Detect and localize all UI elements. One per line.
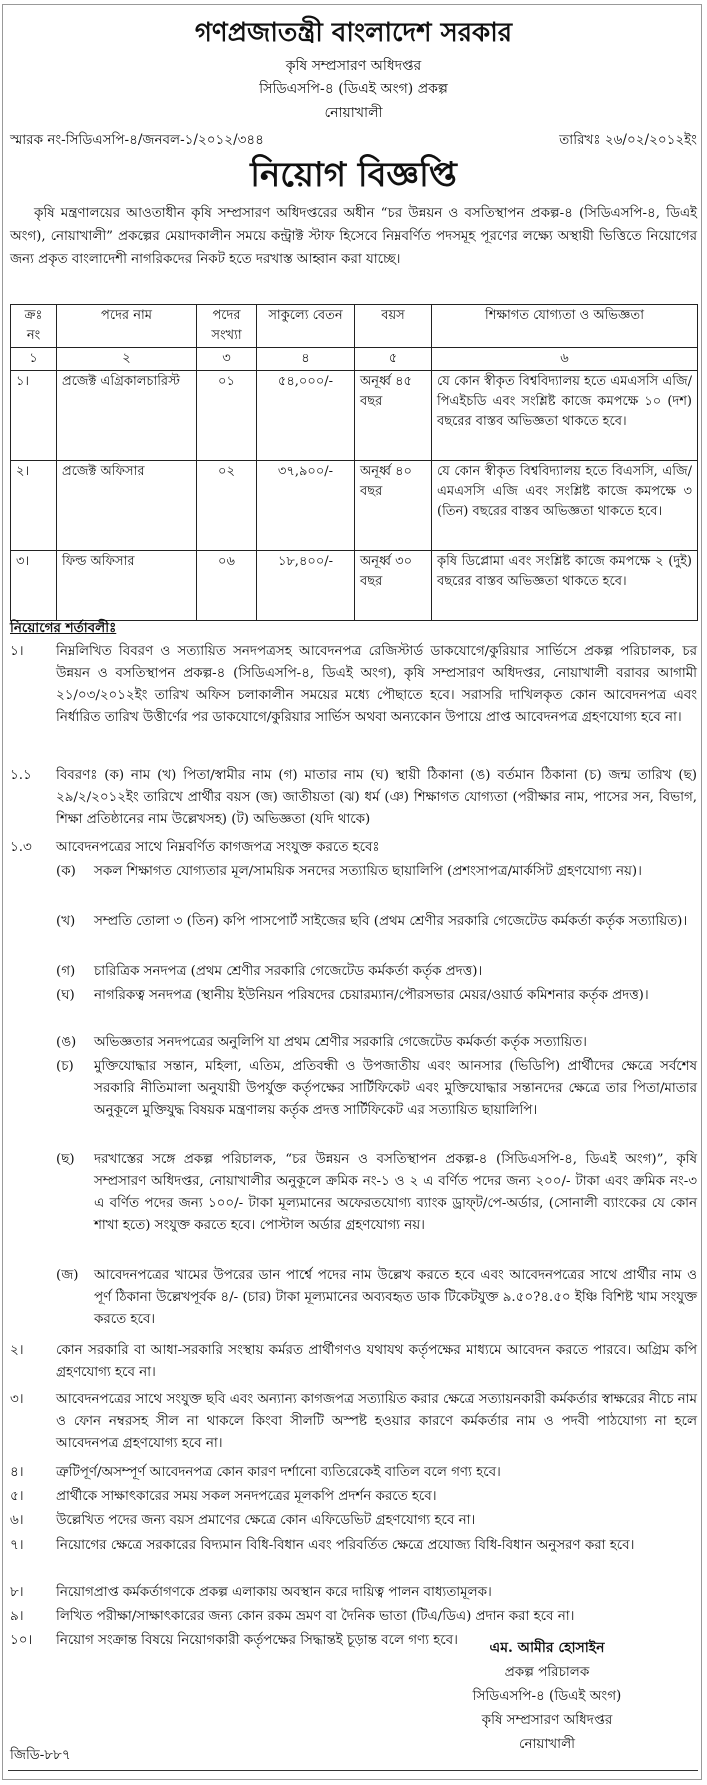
col-header-qualification: শিক্ষাগত যোগ্যতা ও অভিজ্ঞতা xyxy=(432,305,698,348)
notice-heading: নিয়োগ বিজ্ঞপ্তি xyxy=(250,155,457,195)
condition-item xyxy=(10,1389,697,1455)
condition-text: বিবরণঃ (ক) নাম (খ) পিতা/স্বামীর নাম (গ) মাতার নাম (ঘ) স্থায়ী ঠিকানা (ঙ) বর্তমান ঠিকানা (চ) জন্ম তারিখ (ছ) ২৯/২/২০১২ইং তারিখে প্রার্থীর বয়স (জ) জাতীয়তা (ঝ) ধর্ম (ঞ) শিক্ষাগত যোগ্যতা (পরীক্ষার নাম, পাসের সন, বিভাগ, শিক্ষা প্রতিষ্ঠানের নাম উল্লেখসহ) (ট) অভিজ্ঞতা (যদি থাকে) xyxy=(56,768,697,827)
document-item xyxy=(56,1056,697,1122)
document-text: অভিজ্ঞতার সনদপত্রের অনুলিপি যা প্রথম শ্রেণীর সরকারি গেজেটেড কর্মকর্তা কর্তৃক সত্যায়িত। xyxy=(94,1035,587,1050)
document-text: নাগরিকত্ব সনদপত্র (স্থানীয় ইউনিয়ন পরিষদের চেয়ারম্যান/পৌরসভার মেয়র/ওয়ার্ড কমিশনার কর্তৃক প্রদত্ত)। xyxy=(94,988,649,1003)
col-number: ৪ xyxy=(257,348,355,371)
document-item xyxy=(56,911,697,933)
posts-table xyxy=(10,304,697,621)
bottom-divider xyxy=(8,1770,698,1771)
document-text: সকল শিক্ষাগত যোগ্যতার মূল/সাময়িক সনদের সত্যায়িত ছায়ালিপি (প্রশংসাপত্র/মার্কসিট গ্রহণযোগ্য নয়)। xyxy=(94,864,642,879)
condition-item xyxy=(10,1582,697,1604)
condition-text: উল্লেখিত পদের জন্য বয়স প্রমাণের ক্ষেত্রে কোন এফিডেভিট গ্রহণযোগ্য হবে না। xyxy=(56,1513,476,1528)
document-item xyxy=(56,1149,697,1237)
condition-number: ১.৩ xyxy=(10,840,32,855)
document-label: (ঙ) xyxy=(56,1035,77,1050)
condition-number: ১। xyxy=(10,644,24,659)
signatory-department: কৃষি সম্প্রসারণ অধিদপ্তর xyxy=(481,1712,613,1728)
document-label: (ছ) xyxy=(56,1152,75,1167)
condition-item xyxy=(10,1535,697,1557)
document-item xyxy=(56,1032,697,1054)
notice-date: তারিখঃ ২৬/০২/২০১২ইং xyxy=(559,132,697,148)
document-text: চারিত্রিক সনদপত্র (প্রথম শ্রেণীর সরকারি গেজেটেড কর্মকর্তা কর্তৃক প্রদত্ত)। xyxy=(94,964,483,979)
cell-post: ফিল্ড অফিসার xyxy=(57,551,197,621)
col-number: ১ xyxy=(11,348,57,371)
cell-salary: ১৮,৪০০/- xyxy=(257,551,355,621)
document-text: আবেদনপত্রের খামের উপরের ডান পার্শ্বে পদের নাম উল্লেখ করতে হবে এবং আবেদনপত্রের সাথে প্রার্থীর নাম ও পূর্ণ ঠিকানা উল্লেখপূর্বক ৪/- (চার) টাকা মূল্যমানের অব্যবহৃত ডাক টিকেটযুক্ত ৯.৫০?৪.৫০ ইঞ্চি বিশিষ্ট খাম সংযুক্ত করতে হবে। xyxy=(94,1268,697,1327)
cell-post: প্রজেক্ট অফিসার xyxy=(57,461,197,551)
condition-item xyxy=(10,765,697,831)
cell-count: ০২ xyxy=(197,461,257,551)
table-row xyxy=(11,461,698,551)
column-number-row xyxy=(11,348,698,371)
cell-count: ০১ xyxy=(197,371,257,461)
table-row xyxy=(11,371,698,461)
condition-number: ৩। xyxy=(10,1392,24,1407)
signatory-name: এম. আমীর হোসাইন xyxy=(489,1640,605,1656)
document-label: (ঘ) xyxy=(56,988,75,1003)
conditions-title: নিয়োগের শর্তাবলীঃ xyxy=(10,620,117,636)
condition-item xyxy=(10,641,697,729)
cell-serial: ৩। xyxy=(11,551,57,621)
district-name: নোয়াখালী xyxy=(324,105,383,121)
signatory-title: প্রকল্প পরিচালক xyxy=(504,1664,590,1680)
document-text: মুক্তিযোদ্ধার সন্তান, মহিলা, এতিম, প্রতিবন্ধী ও উপজাতীয় এবং আনসার (ভিডিপি) প্রার্থীদের ক্ষেত্রে সর্বশেষ সরকারি নীতিমালা অনুযায়ী উপর্যুক্ত কর্তৃপক্ষের সার্টিফিকেট এবং মুক্তিযোদ্ধার সন্তানদের ক্ষেত্রে তার পিতা/মাতার অনুকূলে মুক্তিযুদ্ধ বিষয়ক মন্ত্রণালয় কর্তৃক প্রদত্ত সার্টিফিকেট এর সত্যায়িত ছায়ালিপি। xyxy=(94,1059,697,1118)
document-label: (জ) xyxy=(56,1268,79,1283)
cell-age: অনূর্ধ্ব ৩০ বছর xyxy=(355,551,432,621)
col-number: ৩ xyxy=(197,348,257,371)
condition-number: ১.১ xyxy=(10,768,32,783)
condition-text: কোন সরকারি বা আধা-সরকারি সংস্থায় কর্মরত প্রার্থীগণও যথাযথ কর্তৃপক্ষের মাধ্যমে আবেদন করতে পারবে। অগ্রিম কপি গ্রহণযোগ্য হবে না। xyxy=(56,1343,697,1380)
col-header-serial: ক্রঃ নং xyxy=(11,305,57,348)
condition-text: নিয়োগ সংক্রান্ত বিষয়ে নিয়োগকারী কর্তৃপক্ষের সিদ্ধান্তই চূড়ান্ত বলে গণ্য হবে। xyxy=(56,1633,458,1648)
document-text: সম্প্রতি তোলা ৩ (তিন) কপি পাসপোর্ট সাইজের ছবি (প্রথম শ্রেণীর সরকারি গেজেটেড কর্মকর্তা কর্তৃক সত্যায়িত)। xyxy=(94,914,688,929)
col-number: ৫ xyxy=(355,348,432,371)
intro-paragraph: কৃষি মন্ত্রণালয়ের আওতাধীন কৃষি সম্প্রসারণ অধিদপ্তরের অধীন “চর উন্নয়ন ও বসতিস্থাপন প্রকল্প-৪ (সিডিএসপি-৪, ডিএই অংগ), নোয়াখালী” প্রকল্পের মেয়াদকালীন সময়ে কন্ট্রাক্ট স্টাফ হিসেবে নিম্নবর্ণিত পদসমূহ পূরণের লক্ষ্যে অস্থায়ী ভিত্তিতে নিয়োগের জন্য প্রকৃত বাংলাদেশী নাগরিকদের নিকট হতে দরখাস্ত আহ্বান করা যাচ্ছে। xyxy=(10,206,697,267)
condition-text: আবেদনপত্রের সাথে নিম্নবর্ণিত কাগজপত্র সংযুক্ত করতে হবেঃ xyxy=(56,840,380,855)
condition-text: নিম্নলিখিত বিবরণ ও সত্যায়িত সনদপত্রসহ আবেদনপত্র রেজিস্টার্ড ডাকযোগে/কুরিয়ার সার্ভিসে প্রকল্প পরিচালক, চর উন্নয়ন ও বসতিস্থাপন প্রকল্প-৪ (সিডিএসপি-৪, ডিএই অংগ), কৃষি সম্প্রসারণ অধিদপ্তর, নোয়াখালী বরাবর আগামী ২১/০৩/২০১২ইং তারিখ অফিস চলাকালীন সময়ের মধ্যে পৌছাতে হবে। সরাসরি দাখিলকৃত কোন আবেদনপত্র এবং নির্ধারিত তারিখ উত্তীর্ণের পর ডাকযোগে/কুরিয়ার সার্ভিস অথবা অন্যকোন উপায়ে প্রাপ্ত আবেদনপত্র গ্রহণযোগ্য হবে না। xyxy=(56,644,697,725)
col-header-count: পদের সংখ্যা xyxy=(197,305,257,348)
condition-number: ১০। xyxy=(10,1633,33,1648)
col-number: ২ xyxy=(57,348,197,371)
condition-item xyxy=(10,1462,697,1484)
col-header-post: পদের নাম xyxy=(57,305,197,348)
project-name: সিডিএসপি-৪ (ডিএই অংগ) প্রকল্প xyxy=(259,81,448,97)
condition-number: ৮। xyxy=(10,1585,24,1600)
col-number: ৬ xyxy=(432,348,698,371)
document-item xyxy=(56,1265,697,1331)
col-header-salary: সাকুল্যে বেতন xyxy=(257,305,355,348)
cell-qualification: যে কোন স্বীকৃত বিশ্ববিদ্যালয় হতে বিএসসি, এজি/এমএসসি এজি এবং সংশ্লিষ্ট কাজে কমপক্ষে ৩ (তিন) বছরের বাস্তব অভিজ্ঞতা থাকতে হবে। xyxy=(432,461,698,551)
cell-qualification: কৃষি ডিপ্লোমা এবং সংশ্লিষ্ট কাজে কমপক্ষে ২ (দুই) বছরের বাস্তব অভিজ্ঞতা থাকতে হবে। xyxy=(432,551,698,621)
memo-number: স্মারক নং-সিডিএসপি-৪/জনবল-১/২০১২/৩৪৪ xyxy=(10,132,264,148)
government-title: গণপ্রজাতন্ত্রী বাংলাদেশ সরকার xyxy=(194,18,513,48)
document-label: (খ) xyxy=(56,914,76,929)
cell-salary: ৫৪,০০০/- xyxy=(257,371,355,461)
condition-item xyxy=(10,1486,697,1508)
condition-item xyxy=(10,1340,697,1384)
condition-text: নিয়োগপ্রাপ্ত কর্মকর্তাগণকে প্রকল্প এলাকায় অবস্থান করে দায়িত্ব পালন বাধ্যতামূলক। xyxy=(56,1585,492,1600)
condition-number: ৭। xyxy=(10,1538,24,1553)
cell-age: অনূর্ধ্ব ৪৫ বছর xyxy=(355,371,432,461)
condition-text: ত্রুটিপূর্ণ/অসম্পূর্ণ আবেদনপত্র কোন কারণ দর্শানো ব্যতিরেকেই বাতিল বলে গণ্য হবে। xyxy=(56,1465,501,1480)
table-row xyxy=(11,551,698,621)
document-label: (চ) xyxy=(56,1059,74,1074)
cell-post: প্রজেক্ট এগ্রিকালচারিস্ট xyxy=(57,371,197,461)
document-label: (ক) xyxy=(56,864,76,879)
cell-count: ০৬ xyxy=(197,551,257,621)
cell-serial: ১। xyxy=(11,371,57,461)
col-header-age: বয়স xyxy=(355,305,432,348)
table-header-row xyxy=(11,305,698,348)
signatory-project: সিডিএসপি-৪ (ডিএই অংগ) xyxy=(472,1688,622,1704)
cell-serial: ২। xyxy=(11,461,57,551)
signatory-district: নোয়াখালী xyxy=(518,1736,576,1752)
document-item xyxy=(56,985,697,1007)
signature-block xyxy=(427,1636,667,1756)
condition-item xyxy=(10,837,697,859)
document-text: দরখাস্তের সঙ্গে প্রকল্প পরিচালক, “চর উন্নয়ন ও বসতিস্থাপন প্রকল্প-৪ (সিডিএসপি-৪, ডিএই অংগ)”, কৃষি সম্প্রসারণ অধিদপ্তর, নোয়াখালীর অনুকূলে ক্রমিক নং-১ ও ২ এ বর্ণিত পদের জন্য ২০০/- টাকা এবং ক্রমিক নং-৩ এ বর্ণিত পদের জন্য ১০০/- টাকা মূল্যমানের অফেরতযোগ্য ব্যাংক ড্রাফ্‌ট/পে-অর্ডার, (সোনালী ব্যাংকের যে কোন শাখা হতে) সংযুক্ত করতে হবে। পোস্টাল অর্ডার গ্রহণযোগ্য নয়। xyxy=(94,1152,697,1233)
cell-qualification: যে কোন স্বীকৃত বিশ্ববিদ্যালয় হতে এমএসসি এজি/পিএইচডি এবং সংশ্লিষ্ট কাজে কমপক্ষে ১০ (দশ) বছরের বাস্তব অভিজ্ঞতা থাকতে হবে। xyxy=(432,371,698,461)
condition-number: ৬। xyxy=(10,1513,24,1528)
condition-item xyxy=(10,1606,697,1628)
condition-text: প্রার্থীকে সাক্ষাৎকারের সময় সকল সনদপত্রের মূলকপি প্রদর্শন করতে হবে। xyxy=(56,1489,437,1504)
condition-text: লিখিত পরীক্ষা/সাক্ষাৎকারের জন্য কোন রকম ভ্রমণ বা দৈনিক ভাতা (টিএ/ডিএ) প্রদান করা হবে না। xyxy=(56,1609,575,1624)
condition-text: আবেদনপত্রের সাথে সংযুক্ত ছবি এবং অন্যান্য কাগজপত্র সত্যায়িত করার ক্ষেত্রে সত্যায়নকারী কর্মকর্তার স্বাক্ষরের নীচে নাম ও ফোন নম্বরসহ সীল না থাকলে কিংবা সীলটি অস্পষ্ট হওয়ার কারণে কর্মকর্তার নাম ও পদবী পাঠযোগ্য না হলে আবেদনপত্র গ্রহণযোগ্য হবে না। xyxy=(56,1392,698,1451)
condition-number: ৪। xyxy=(10,1465,24,1480)
document-item xyxy=(56,961,697,983)
document-label: (গ) xyxy=(56,964,76,979)
condition-number: ৫। xyxy=(10,1489,24,1504)
cell-age: অনূর্ধ্ব ৪০ বছর xyxy=(355,461,432,551)
cell-salary: ৩৭,৯০০/- xyxy=(257,461,355,551)
condition-text: নিয়োগের ক্ষেত্রে সরকারের বিদ্যমান বিধি-বিধান এবং পরিবর্তিত ক্ষেত্রে প্রযোজ্য বিধি-বিধান অনুসরণ করা হবে। xyxy=(56,1538,635,1553)
condition-number: ২। xyxy=(10,1343,24,1358)
department-name: কৃষি সম্প্রসারণ অধিদপ্তর xyxy=(285,58,422,74)
condition-number: ৯। xyxy=(10,1609,24,1624)
gd-code: জিডি-৮৮৭ xyxy=(10,1747,71,1763)
condition-item xyxy=(10,1510,697,1532)
document-item xyxy=(56,861,697,883)
